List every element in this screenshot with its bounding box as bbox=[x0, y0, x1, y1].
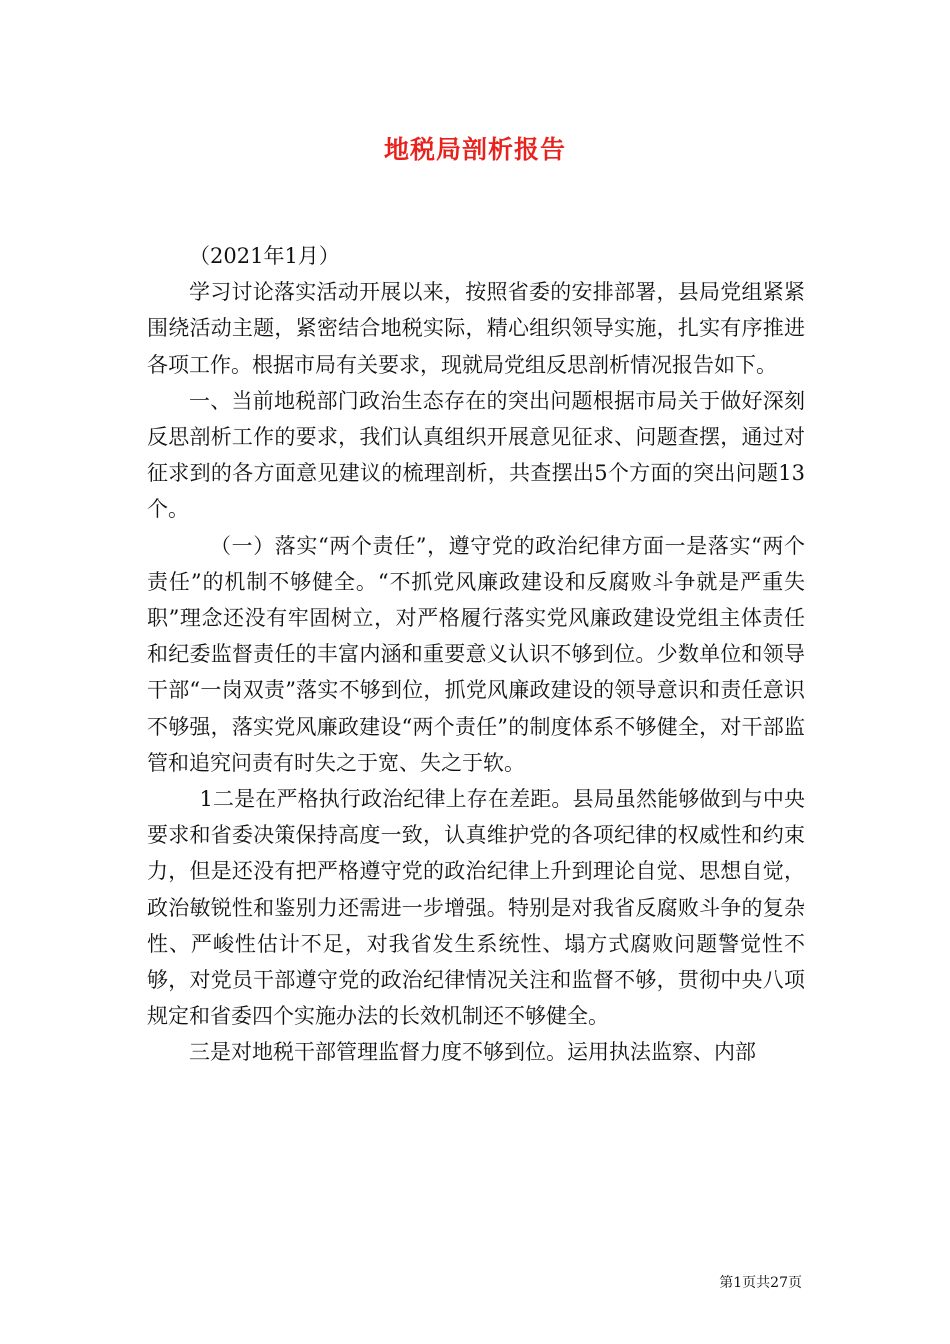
paragraph-point-three: 三是对地税干部管理监督力度不够到位。运用执法监察、内部 bbox=[189, 1040, 756, 1065]
paragraph-point-two: 1二是在严格执行政治纪律上存在差距。县局虽然能够做到与中央要求和省委决策保持高度一致，认真维护党的各项纪律的权威性和约束力，但是还没有把严格遵守党的政治纪律上升到理论自觉、思想自觉，政治敏锐性和鉴别力还需进一步增强。特别是对我省反腐败斗争的复杂性、严峻性估计不足，对我省发生系统性、塌方式腐败问题警觉性不够，对党员干部遵守党的政治纪律情况关注和监督不够，贯彻中央八项规定和省委四个实施办法的长效机制还不够健全。 bbox=[147, 787, 805, 1029]
page-number: 第1页共27页 bbox=[719, 1275, 802, 1291]
paragraph-section-one: 一、当前地税部门政治生态存在的突出问题根据市局关于做好深刻反思剖析工作的要求，我们认真组织开展意见征求、问题查摆，通过对征求到的各方面意见建议的梳理剖析，共查摆出5个方面的突出问题13个。 bbox=[147, 388, 805, 522]
document-body bbox=[147, 238, 805, 1071]
paragraph-subsection-one: （一）落实“两个责任”，遵守党的政治纪律方面一是落实“两个责任”的机制不够健全。“不抓党风廉政建设和反腐败斗争就是严重失职”理念还没有牢固树立，对严格履行落实党风廉政建设党组主体责任和纪委监督责任的丰富内涵和重要意义认识不够到位。少数单位和领导干部“一岗双责”落实不够到位，抓党风廉政建设的领导意识和责任意识不够强，落实党风廉政建设“两个责任”的制度体系不够健全，对干部监管和追究问责有时失之于宽、失之于软。 bbox=[147, 533, 805, 775]
document-date: （2021年1月） bbox=[189, 244, 340, 268]
paragraph-intro: 学习讨论落实活动开展以来，按照省委的安排部署，县局党组紧紧围绕活动主题，紧密结合地税实际，精心组织领导实施，扎实有序推进各项工作。根据市局有关要求，现就局党组反思剖析情况报告如下。 bbox=[147, 280, 805, 377]
document-title: 地税局剖析报告 bbox=[383, 135, 566, 164]
